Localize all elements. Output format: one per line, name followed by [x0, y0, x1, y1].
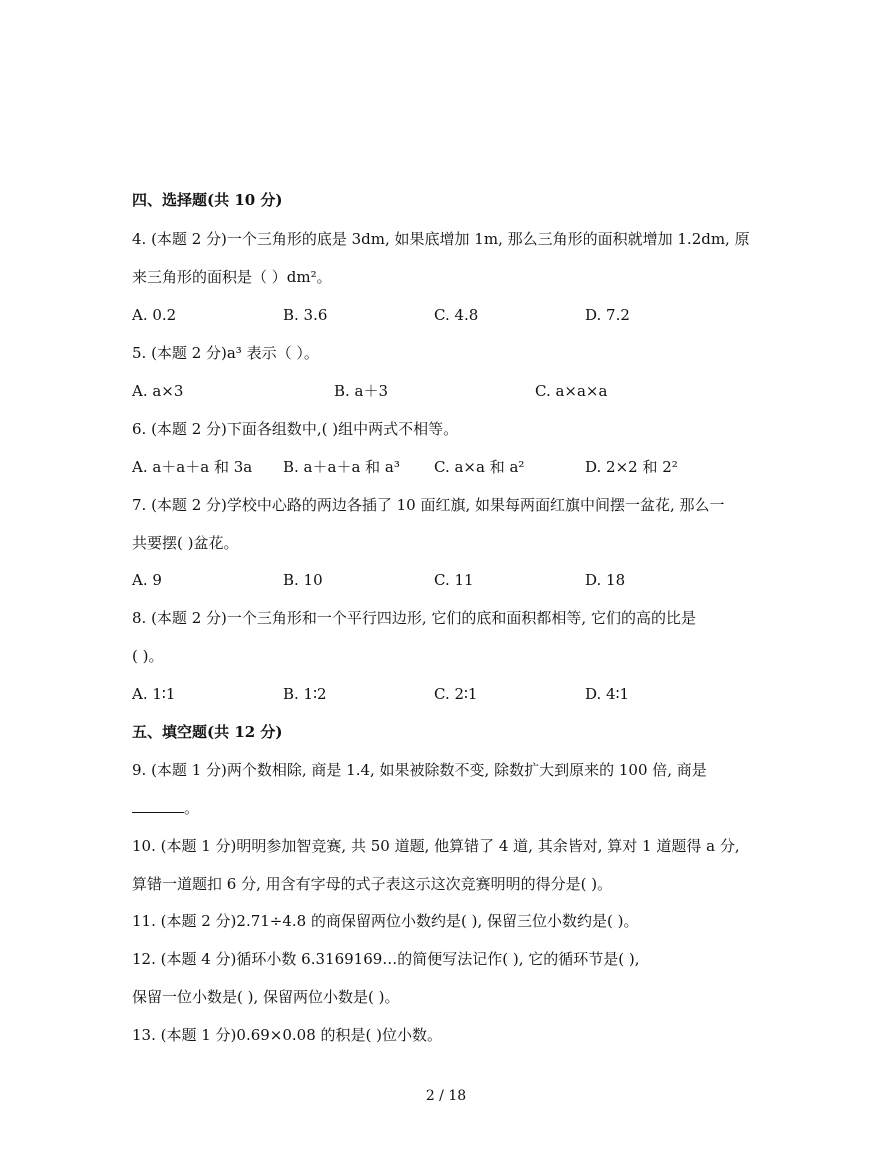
q7-option-c: C. 11 [434, 571, 474, 589]
question-9-end: 。 [184, 799, 200, 817]
section-5-title: 五、填空题(共 12 分) [132, 723, 283, 741]
q4-option-b: B. 3.6 [283, 306, 328, 324]
q6-option-d: D. 2×2 和 2² [585, 458, 678, 476]
q4-option-c: C. 4.8 [434, 306, 479, 324]
question-4-line-2: 来三角形的面积是（ ）dm²。 [132, 268, 332, 286]
question-4-line-1: 4. (本题 2 分)一个三角形的底是 3dm, 如果底增加 1m, 那么三角形的面积就增加 1.2dm, 原 [132, 230, 750, 248]
question-7-line-1: 7. (本题 2 分)学校中心路的两边各插了 10 面红旗, 如果每两面红旗中间摆一盆花, 那么一 [132, 496, 725, 514]
q4-option-d: D. 7.2 [585, 306, 630, 324]
q6-option-b: B. a＋a＋a 和 a³ [283, 458, 400, 476]
question-12-line-2: 保留一位小数是( ), 保留两位小数是( )。 [132, 988, 400, 1006]
q8-option-b: B. 1∶2 [283, 685, 327, 703]
question-6-line-1: 6. (本题 2 分)下面各组数中,( )组中两式不相等。 [132, 420, 459, 438]
q6-option-a: A. a＋a＋a 和 3a [132, 458, 253, 476]
q5-option-c: C. a×a×a [535, 382, 608, 400]
question-5-line-1: 5. (本题 2 分)a³ 表示（ ）。 [132, 344, 319, 362]
section-4-title: 四、选择题(共 10 分) [132, 191, 283, 209]
q5-option-b: B. a＋3 [334, 382, 389, 400]
question-8-line-1: 8. (本题 2 分)一个三角形和一个平行四边形, 它们的底和面积都相等, 它们的高的比是 [132, 609, 696, 627]
q8-option-d: D. 4∶1 [585, 685, 630, 703]
q6-option-c: C. a×a 和 a² [434, 458, 525, 476]
q7-option-a: A. 9 [132, 571, 162, 589]
question-10-line-1: 10. (本题 1 分)明明参加智竞赛, 共 50 道题, 他算错了 4 道, 其余皆对, 算对 1 道题得 a 分, [132, 837, 740, 855]
q5-option-a: A. a×3 [132, 382, 184, 400]
question-7-line-2: 共要摆( )盆花。 [132, 534, 239, 552]
q4-option-a: A. 0.2 [132, 306, 177, 324]
question-11-line-1: 11. (本题 2 分)2.71÷4.8 的商保留两位小数约是( ), 保留三位小数约是( )。 [132, 912, 639, 930]
q7-option-d: D. 18 [585, 571, 626, 589]
q8-option-c: C. 2∶1 [434, 685, 478, 703]
question-8-line-2: ( )。 [132, 647, 164, 665]
answer-blank [132, 798, 184, 813]
page-number: 2 / 18 [425, 1088, 467, 1104]
question-12-line-1: 12. (本题 4 分)循环小数 6.3169169…的简便写法记作( ), 它的循环节是( ), [132, 950, 640, 968]
question-13-line-1: 13. (本题 1 分)0.69×0.08 的积是( )位小数。 [132, 1026, 443, 1044]
question-9-line-2 [132, 798, 199, 818]
q7-option-b: B. 10 [283, 571, 323, 589]
q8-option-a: A. 1∶1 [132, 685, 176, 703]
question-9-line-1: 9. (本题 1 分)两个数相除, 商是 1.4, 如果被除数不变, 除数扩大到原来的 100 倍, 商是 [132, 761, 707, 779]
question-10-line-2: 算错一道题扣 6 分, 用含有字母的式子表这示这次竞赛明明的得分是( )。 [132, 875, 613, 893]
